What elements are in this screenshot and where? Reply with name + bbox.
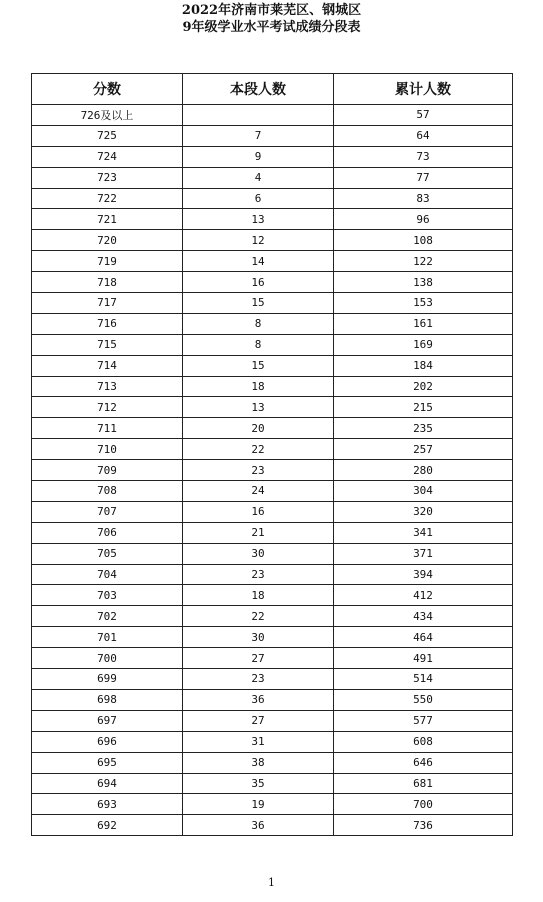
cumulative-count-cell: 83	[334, 188, 513, 209]
score-cell: 717	[32, 293, 183, 314]
table-row	[32, 731, 513, 752]
cumulative-count-cell: 64	[334, 125, 513, 146]
segment-count-cell: 36	[183, 815, 334, 836]
score-cell: 705	[32, 543, 183, 564]
cumulative-count-cell: 257	[334, 439, 513, 460]
segment-count-cell: 23	[183, 564, 334, 585]
cumulative-count-cell: 96	[334, 209, 513, 230]
segment-count-cell: 15	[183, 293, 334, 314]
score-cell: 710	[32, 439, 183, 460]
score-cell: 721	[32, 209, 183, 230]
table-row	[32, 669, 513, 690]
score-cell: 707	[32, 501, 183, 522]
table-row	[32, 543, 513, 564]
score-cell: 694	[32, 773, 183, 794]
score-cell: 723	[32, 167, 183, 188]
score-cell: 695	[32, 752, 183, 773]
score-cell: 699	[32, 669, 183, 690]
cumulative-count-cell: 77	[334, 167, 513, 188]
score-cell: 718	[32, 272, 183, 293]
score-cell: 714	[32, 355, 183, 376]
cumulative-count-cell: 464	[334, 627, 513, 648]
segment-count-cell: 12	[183, 230, 334, 251]
segment-count-cell: 23	[183, 669, 334, 690]
segment-count-cell: 30	[183, 627, 334, 648]
table-row	[32, 773, 513, 794]
table-row	[32, 146, 513, 167]
segment-count-cell: 14	[183, 251, 334, 272]
cumulative-count-cell: 700	[334, 794, 513, 815]
cumulative-count-cell: 280	[334, 460, 513, 481]
table-row	[32, 501, 513, 522]
cumulative-count-cell: 514	[334, 669, 513, 690]
table-row	[32, 125, 513, 146]
table-row	[32, 251, 513, 272]
cumulative-count-cell: 320	[334, 501, 513, 522]
table-row	[32, 752, 513, 773]
cumulative-count-cell: 736	[334, 815, 513, 836]
segment-count-cell: 22	[183, 606, 334, 627]
cumulative-count-cell: 434	[334, 606, 513, 627]
cumulative-count-cell: 608	[334, 731, 513, 752]
column-header-score: 分数	[32, 74, 183, 105]
score-cell: 704	[32, 564, 183, 585]
cumulative-count-cell: 202	[334, 376, 513, 397]
table-row	[32, 376, 513, 397]
segment-count-cell: 23	[183, 460, 334, 481]
segment-count-cell: 15	[183, 355, 334, 376]
score-cell: 692	[32, 815, 183, 836]
score-cell: 709	[32, 460, 183, 481]
table-row	[32, 272, 513, 293]
score-cell: 703	[32, 585, 183, 606]
segment-count-cell: 6	[183, 188, 334, 209]
table-row	[32, 648, 513, 669]
table-row	[32, 355, 513, 376]
table-row	[32, 481, 513, 502]
score-cell: 715	[32, 334, 183, 355]
segment-count-cell: 16	[183, 501, 334, 522]
score-cell: 697	[32, 710, 183, 731]
segment-count-cell: 16	[183, 272, 334, 293]
table-row	[32, 606, 513, 627]
cumulative-count-cell: 184	[334, 355, 513, 376]
segment-count-cell: 27	[183, 648, 334, 669]
score-cell: 726及以上	[32, 105, 183, 126]
segment-count-cell: 30	[183, 543, 334, 564]
document-title-line2: 9年级学业水平考试成绩分段表	[182, 20, 361, 35]
cumulative-count-cell: 138	[334, 272, 513, 293]
cumulative-count-cell: 412	[334, 585, 513, 606]
cumulative-count-cell: 304	[334, 481, 513, 502]
cumulative-count-cell: 161	[334, 313, 513, 334]
score-cell: 725	[32, 125, 183, 146]
cumulative-count-cell: 122	[334, 251, 513, 272]
score-cell: 719	[32, 251, 183, 272]
table-header-row	[32, 74, 513, 105]
segment-count-cell	[183, 105, 334, 126]
segment-count-cell: 13	[183, 209, 334, 230]
score-cell: 693	[32, 794, 183, 815]
score-cell: 698	[32, 689, 183, 710]
cumulative-count-cell: 341	[334, 522, 513, 543]
cumulative-count-cell: 491	[334, 648, 513, 669]
segment-count-cell: 36	[183, 689, 334, 710]
column-header-segment-count: 本段人数	[183, 74, 334, 105]
score-cell: 700	[32, 648, 183, 669]
score-distribution-table	[31, 73, 513, 836]
table-row	[32, 397, 513, 418]
table-row	[32, 815, 513, 836]
table-row	[32, 564, 513, 585]
segment-count-cell: 35	[183, 773, 334, 794]
table-row	[32, 167, 513, 188]
score-cell: 706	[32, 522, 183, 543]
table-body	[32, 105, 513, 836]
table-row	[32, 627, 513, 648]
score-cell: 722	[32, 188, 183, 209]
cumulative-count-cell: 215	[334, 397, 513, 418]
table-row	[32, 522, 513, 543]
cumulative-count-cell: 577	[334, 710, 513, 731]
score-cell: 708	[32, 481, 183, 502]
segment-count-cell: 19	[183, 794, 334, 815]
document-title-line1: 2022年济南市莱芜区、钢城区	[181, 3, 362, 18]
cumulative-count-cell: 646	[334, 752, 513, 773]
segment-count-cell: 18	[183, 585, 334, 606]
segment-count-cell: 18	[183, 376, 334, 397]
cumulative-count-cell: 108	[334, 230, 513, 251]
score-cell: 712	[32, 397, 183, 418]
cumulative-count-cell: 153	[334, 293, 513, 314]
table-row	[32, 209, 513, 230]
segment-count-cell: 38	[183, 752, 334, 773]
cumulative-count-cell: 371	[334, 543, 513, 564]
segment-count-cell: 9	[183, 146, 334, 167]
segment-count-cell: 4	[183, 167, 334, 188]
table-row	[32, 689, 513, 710]
cumulative-count-cell: 394	[334, 564, 513, 585]
column-header-cumulative-count: 累计人数	[334, 74, 513, 105]
cumulative-count-cell: 235	[334, 418, 513, 439]
score-cell: 696	[32, 731, 183, 752]
page-number: 1	[268, 876, 275, 889]
cumulative-count-cell: 57	[334, 105, 513, 126]
segment-count-cell: 21	[183, 522, 334, 543]
segment-count-cell: 27	[183, 710, 334, 731]
segment-count-cell: 7	[183, 125, 334, 146]
cumulative-count-cell: 169	[334, 334, 513, 355]
segment-count-cell: 24	[183, 481, 334, 502]
table-row	[32, 105, 513, 126]
table-row	[32, 313, 513, 334]
segment-count-cell: 20	[183, 418, 334, 439]
segment-count-cell: 31	[183, 731, 334, 752]
score-cell: 716	[32, 313, 183, 334]
score-cell: 702	[32, 606, 183, 627]
segment-count-cell: 8	[183, 313, 334, 334]
table-row	[32, 710, 513, 731]
score-cell: 711	[32, 418, 183, 439]
table-row	[32, 794, 513, 815]
table-row	[32, 230, 513, 251]
cumulative-count-cell: 681	[334, 773, 513, 794]
segment-count-cell: 8	[183, 334, 334, 355]
table-row	[32, 439, 513, 460]
table-row	[32, 418, 513, 439]
table-row	[32, 585, 513, 606]
segment-count-cell: 13	[183, 397, 334, 418]
score-cell: 713	[32, 376, 183, 397]
score-cell: 720	[32, 230, 183, 251]
score-cell: 724	[32, 146, 183, 167]
cumulative-count-cell: 73	[334, 146, 513, 167]
table-row	[32, 334, 513, 355]
cumulative-count-cell: 550	[334, 689, 513, 710]
table-row	[32, 293, 513, 314]
score-cell: 701	[32, 627, 183, 648]
table-row	[32, 460, 513, 481]
table-row	[32, 188, 513, 209]
segment-count-cell: 22	[183, 439, 334, 460]
